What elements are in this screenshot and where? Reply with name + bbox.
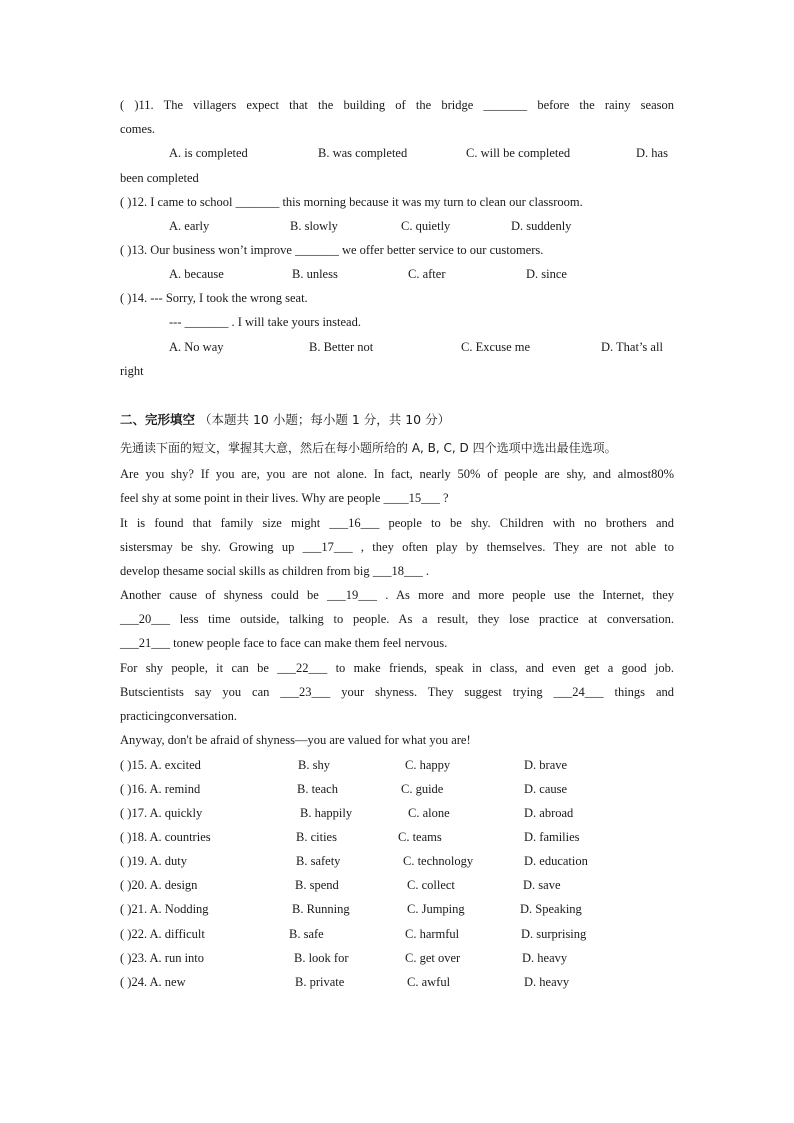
- q22-label: ( )22. A. difficult: [120, 927, 205, 941]
- q12-option-b: B. slowly: [290, 219, 338, 233]
- q18-label: ( )18. A. countries: [120, 830, 211, 844]
- q11-option-b: B. was completed: [318, 146, 408, 160]
- section-instruction: 先通读下面的短文，掌握其大意，然后在每小题所给的 A, B, C, D 四个选项中选出最佳选项。: [120, 441, 617, 455]
- passage-line: feel shy at some point in their lives. Why are people ____15___ ?: [120, 491, 449, 505]
- q17-option-b: B. happily: [300, 806, 353, 820]
- q23-option-c: C. get over: [405, 951, 461, 965]
- q24-option-b: B. private: [295, 975, 345, 989]
- q21-option-b: B. Running: [292, 902, 350, 916]
- q11-stem-cont: comes.: [120, 122, 156, 136]
- q14-stem: ( )14. --- Sorry, I took the wrong seat.: [120, 291, 308, 305]
- q11-option-a: A. is completed: [169, 146, 248, 160]
- q18-option-d: D. families: [524, 830, 580, 844]
- q12-option-c: C. quietly: [401, 219, 451, 233]
- q15-option-b: B. shy: [298, 758, 330, 772]
- q14-option-c: C. Excuse me: [461, 340, 531, 354]
- q21-option-c: C. Jumping: [407, 902, 465, 916]
- q13-option-d: D. since: [526, 267, 567, 281]
- q15-option-d: D. brave: [524, 758, 568, 772]
- q13-option-b: B. unless: [292, 267, 338, 281]
- q19-option-d: D. education: [524, 854, 588, 868]
- passage-line: Are you shy? If you are, you are not alone. In fact, nearly 50% of people are shy, and almost80%: [120, 467, 674, 481]
- passage-line: develop thesame social skills as children from big ___18___ .: [120, 564, 429, 578]
- q16-option-c: C. guide: [401, 782, 444, 796]
- q14-option-b: B. Better not: [309, 340, 374, 354]
- q20-label: ( )20. A. design: [120, 878, 198, 892]
- q23-option-d: D. heavy: [522, 951, 568, 965]
- q21-label: ( )21. A. Nodding: [120, 902, 209, 916]
- q11-option-d: D. has: [636, 146, 668, 160]
- q13-option-a: A. because: [169, 267, 224, 281]
- section-title-main: 二、完形填空: [120, 412, 196, 427]
- passage-line: Butscientists say you can ___23___ your shyness. They suggest trying ___24___ things and: [120, 685, 674, 699]
- q19-label: ( )19. A. duty: [120, 854, 188, 868]
- q22-option-b: B. safe: [289, 927, 324, 941]
- q20-option-b: B. spend: [295, 878, 339, 892]
- q20-option-d: D. save: [523, 878, 561, 892]
- q14-reply: --- _______ . I will take yours instead.: [169, 315, 361, 329]
- section-title: [120, 412, 450, 428]
- q14-option-d-cont: right: [120, 364, 144, 378]
- q22-option-d: D. surprising: [521, 927, 587, 941]
- q11-stem: ( )11. The villagers expect that the building of the bridge _______ before the rainy season: [120, 98, 674, 112]
- q24-option-d: D. heavy: [524, 975, 570, 989]
- q14-option-a: A. No way: [169, 340, 224, 354]
- q17-option-c: C. alone: [408, 806, 450, 820]
- q19-option-b: B. safety: [296, 854, 341, 868]
- q15-label: ( )15. A. excited: [120, 758, 201, 772]
- q17-label: ( )17. A. quickly: [120, 806, 203, 820]
- passage-line: ___21___ tonew people face to face can make them feel nervous.: [120, 636, 448, 650]
- q21-option-d: D. Speaking: [520, 902, 582, 916]
- passage-line: Anyway, don't be afraid of shyness—you are valued for what you are!: [120, 733, 471, 747]
- q23-option-b: B. look for: [294, 951, 349, 965]
- q13-option-c: C. after: [408, 267, 446, 281]
- q16-option-d: D. cause: [524, 782, 568, 796]
- q18-option-b: B. cities: [296, 830, 337, 844]
- q17-option-d: D. abroad: [524, 806, 574, 820]
- passage-line: For shy people, it can be ___22___ to make friends, speak in class, and even get a good job.: [120, 661, 674, 675]
- passage-line: ___20___ less time outside, talking to people. As a result, they lose practice at conversation.: [120, 612, 674, 626]
- q18-option-c: C. teams: [398, 830, 442, 844]
- q11-option-c: C. will be completed: [466, 146, 571, 160]
- q24-label: ( )24. A. new: [120, 975, 186, 989]
- q23-label: ( )23. A. run into: [120, 951, 205, 965]
- q12-stem: ( )12. I came to school _______ this morning because it was my turn to clean our classroom.: [120, 195, 583, 209]
- passage-line: It is found that family size might ___16___ people to be shy. Children with no brothers and: [120, 516, 674, 530]
- q12-option-a: A. early: [169, 219, 210, 233]
- passage-line: sistersmay be shy. Growing up ___17___ , they often play by themselves. They are not able to: [120, 540, 674, 554]
- q15-option-c: C. happy: [405, 758, 451, 772]
- q16-label: ( )16. A. remind: [120, 782, 201, 796]
- q11-option-d-cont: been completed: [120, 171, 199, 185]
- q12-option-d: D. suddenly: [511, 219, 572, 233]
- q22-option-c: C. harmful: [405, 927, 460, 941]
- section-title-note: （本题共 10 小题；每小题 1 分，共 10 分）: [199, 412, 451, 427]
- passage-line: practicingconversation.: [120, 709, 237, 723]
- q14-option-d: D. That’s all: [601, 340, 663, 354]
- q16-option-b: B. teach: [297, 782, 338, 796]
- q20-option-c: C. collect: [407, 878, 455, 892]
- q19-option-c: C. technology: [403, 854, 474, 868]
- passage-line: Another cause of shyness could be ___19___ . As more and more people use the Internet, they: [120, 588, 674, 602]
- q24-option-c: C. awful: [407, 975, 451, 989]
- q13-stem: ( )13. Our business won’t improve _______ we offer better service to our customers.: [120, 243, 544, 257]
